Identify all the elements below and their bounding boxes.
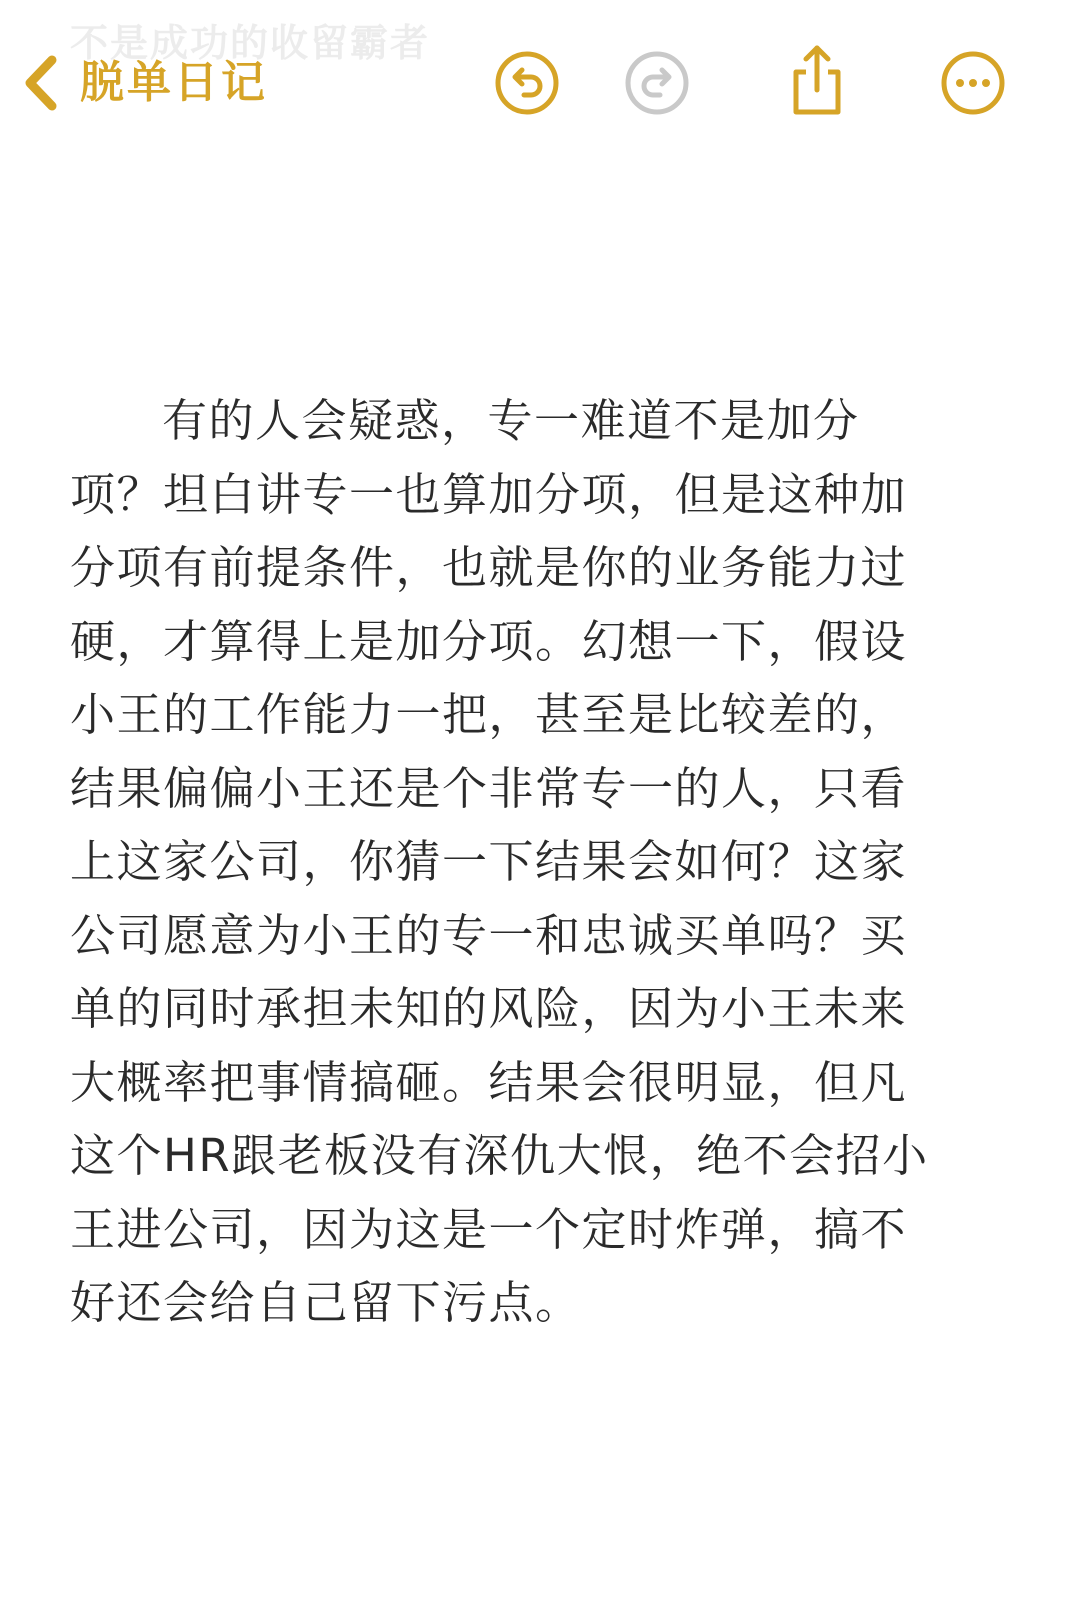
share-button[interactable] <box>784 44 850 110</box>
note-line: 公司愿意为小王的专一和忠诚买单吗？买 <box>70 908 908 962</box>
back-label: 脱单日记 <box>80 57 268 108</box>
note-line: 有的人会疑惑，专一难道不是加分 <box>162 394 860 447</box>
note-line: 大概率把事情搞砸。结果会很明显，但凡 <box>70 1055 908 1109</box>
share-icon <box>784 44 850 116</box>
note-line: 好还会给自己留下污点。 <box>70 1276 582 1329</box>
undo-button[interactable] <box>494 50 560 116</box>
back-button[interactable] <box>20 52 268 114</box>
scrolled-text-behind-toolbar: 不是成功的收留霸者 <box>70 21 431 65</box>
note-line: 王进公司，因为这是一个定时炸弹，搞不 <box>70 1202 908 1256</box>
note-line: 小王的工作能力一把，甚至是比较差的， <box>70 688 908 741</box>
note-line: 上这家公司，你猜一下结果会如何？这家 <box>70 835 908 888</box>
undo-icon <box>494 50 560 116</box>
note-line: 项？坦白讲专一也算加分项，但是这种加 <box>70 467 908 521</box>
note-line: 单的同时承担未知的风险，因为小王未来 <box>70 982 908 1035</box>
note-body[interactable] <box>70 384 1000 1340</box>
more-icon <box>940 50 1006 116</box>
note-line: 结果偏偏小王还是个非常专一的人，只看 <box>70 761 908 815</box>
note-line: 分项有前提条件，也就是你的业务能力过 <box>70 541 908 594</box>
more-button[interactable] <box>940 50 1006 116</box>
chevron-left-icon <box>20 52 64 114</box>
redo-icon <box>624 50 690 116</box>
note-line: 这个HR跟老板没有深仇大恨，绝不会招小 <box>70 1129 929 1182</box>
note-toolbar <box>0 0 1080 170</box>
note-line: 硬，才算得上是加分项。幻想一下，假设 <box>70 614 908 668</box>
redo-button[interactable] <box>624 50 690 116</box>
